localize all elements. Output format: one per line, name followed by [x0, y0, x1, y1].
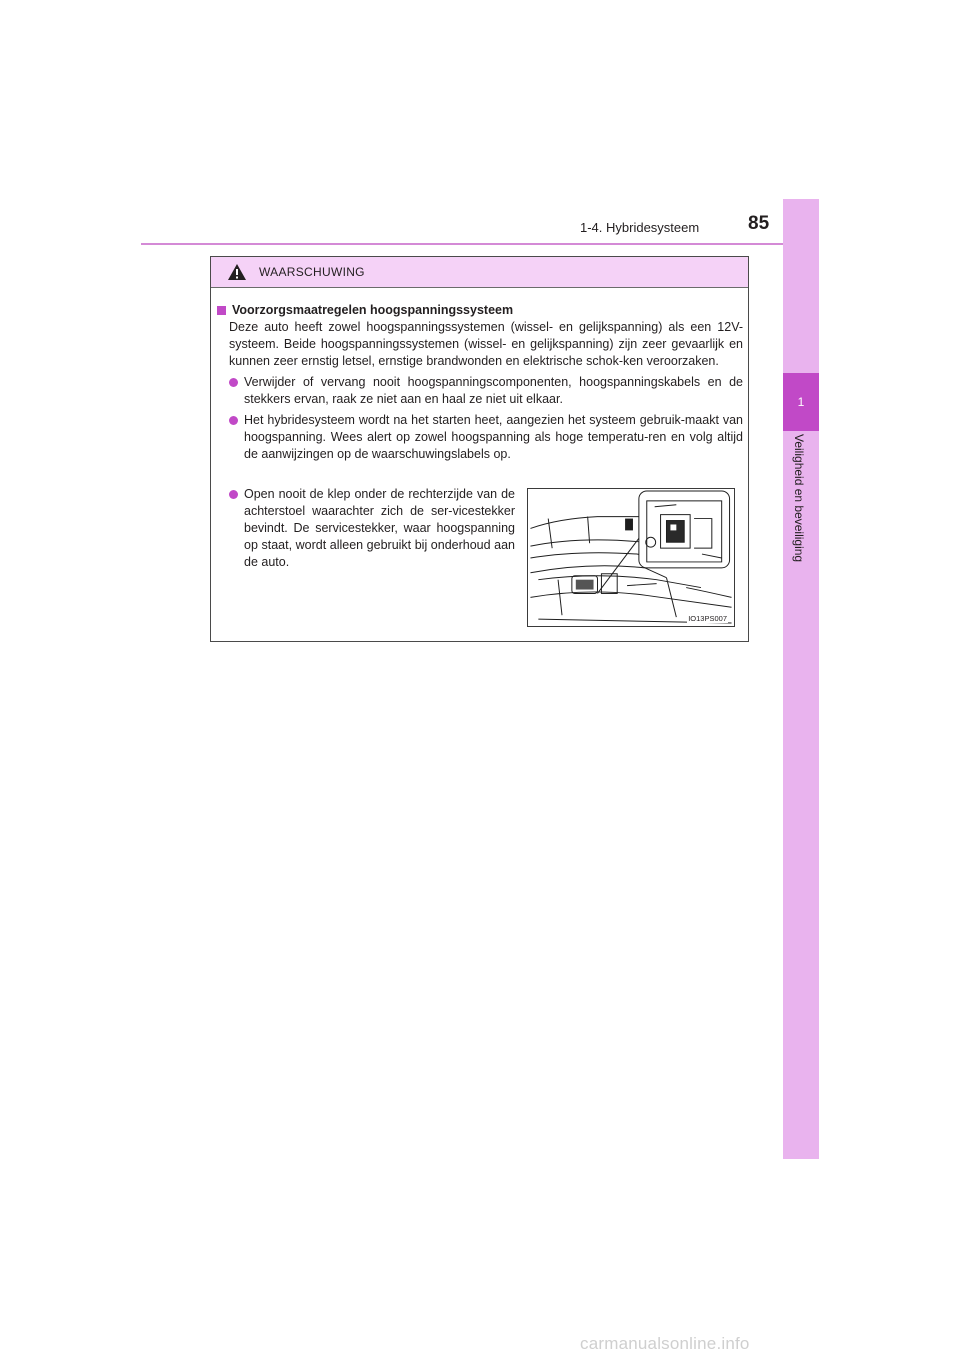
- rear-seat-drawing: [528, 489, 734, 626]
- header-rule: [141, 243, 819, 245]
- page-number: 85: [748, 213, 770, 234]
- list-item: [217, 412, 743, 463]
- warning-triangle-icon: [227, 263, 247, 281]
- bullet-text: Verwijder of vervang nooit hoogspanningscomponenten, hoogspanningskabels en de stekkers ervan, raak ze niet aan en haal ze niet uit elkaar.: [244, 375, 743, 406]
- bullet-text: Open nooit de klep onder de rechterzijde van de achterstoel waarachter zich de ser-vicestekker bevindt. De servicestekker, waar hoogspanning op staat, wordt alleen gebruikt bij onderhoud aan de auto.: [244, 487, 515, 569]
- round-bullet-icon: [229, 378, 238, 387]
- bullet-text: Het hybridesysteem wordt na het starten heet, aangezien het systeem gebruik-maakt van hoogspanning. Wees alert op zowel hoogspanning als hoge temperatu-ren en volg altijd de aanwijzingen op de waarschuwingslabels op.: [244, 413, 743, 461]
- warning-section: [217, 302, 743, 463]
- side-tab-chapter-number: 1: [783, 373, 819, 431]
- side-tab: [783, 199, 819, 1159]
- service-plug-illustration: [527, 488, 735, 627]
- warning-header: [211, 257, 748, 288]
- figure-id: IO13PS007: [688, 614, 727, 623]
- header-section: 1-4. Hybridesysteem: [580, 220, 700, 235]
- list-item: [217, 374, 743, 408]
- warning-title: WAARSCHUWING: [259, 265, 365, 279]
- warning-box: [210, 256, 749, 642]
- list-item: [229, 486, 515, 571]
- square-bullet-icon: [217, 306, 226, 315]
- section-title: Voorzorgsmaatregelen hoogspanningssysteem: [232, 303, 514, 317]
- round-bullet-icon: [229, 416, 238, 425]
- round-bullet-icon: [229, 490, 238, 499]
- intro-paragraph: Deze auto heeft zowel hoogspanningssystemen (wissel- en gelijkspanning) als een 12V-systeem. Beide hoogspanningssystemen (wissel- en gelijkspanning) zijn zeer gevaarlijk en kunnen zeer ernstig letsel, ernstige brandwonden en elektrische schok-ken veroorzaken.: [229, 320, 743, 368]
- side-tab-chapter-title: Veiligheid en beveiliging: [792, 434, 806, 563]
- watermark: carmanualsonline.info: [580, 1334, 750, 1353]
- section-heading: [217, 302, 743, 319]
